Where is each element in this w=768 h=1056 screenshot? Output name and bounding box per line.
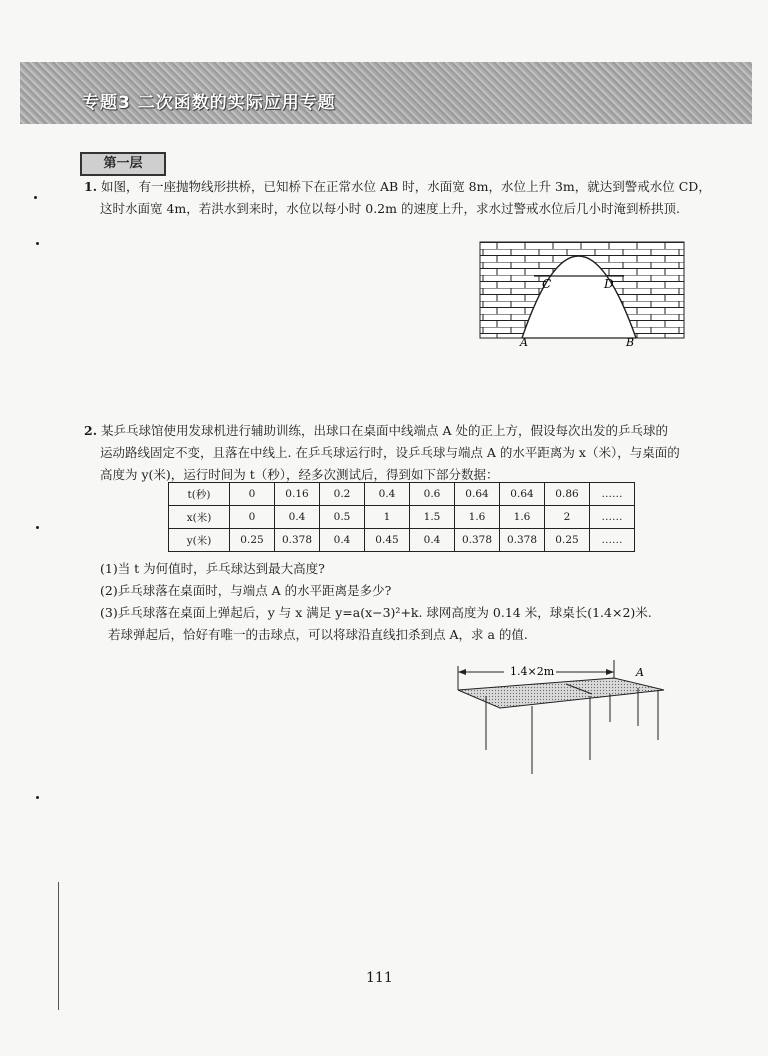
sub-question-1: (1)当 t 为何值时，乒乓球达到最大高度? xyxy=(100,561,325,576)
point-label-c: C xyxy=(542,277,552,291)
table-cell: 1.6 xyxy=(500,506,545,529)
table-cell: 1.6 xyxy=(455,506,500,529)
sub-question-3: (3)乒乓球落在桌面上弹起后，y 与 x 满足 y=a(x−3)²+k. 球网高度为 0.14 米，球桌长(1.4×2)米. xyxy=(100,605,652,620)
table-cell: y(米) xyxy=(169,529,230,552)
table-cell: 0.25 xyxy=(545,529,590,552)
table-cell: 1.5 xyxy=(410,506,455,529)
table-cell: 2 xyxy=(545,506,590,529)
table-cell: 0.25 xyxy=(230,529,275,552)
table-row xyxy=(169,483,635,506)
table-cell: 0.64 xyxy=(455,483,500,506)
table-cell: 0.64 xyxy=(500,483,545,506)
scan-mark xyxy=(36,526,39,529)
question-number: 1. xyxy=(84,179,98,194)
table-cell: …… xyxy=(590,529,635,552)
bridge-figure xyxy=(476,236,688,348)
point-label-b: B xyxy=(626,336,635,348)
table-row xyxy=(169,529,635,552)
table-cell: x(米) xyxy=(169,506,230,529)
page-title: 专题3 二次函数的实际应用专题 xyxy=(82,93,336,113)
question-1-line-2: 这时水面宽 4m，若洪水到来时，水位以每小时 0.2m 的速度上升，求水过警戒水位后几小时淹到桥拱顶. xyxy=(100,201,680,216)
question-1 xyxy=(84,176,711,198)
table-cell: 0.5 xyxy=(320,506,365,529)
question-text: 某乒乓球馆使用发球机进行辅助训练，出球口在桌面中线端点 A 处的正上方，假设每次出发的乒乓球的 xyxy=(101,423,669,438)
table-cell: 0.86 xyxy=(545,483,590,506)
table-cell: 0.45 xyxy=(365,529,410,552)
table-cell: 0.2 xyxy=(320,483,365,506)
table-cell: …… xyxy=(590,483,635,506)
data-table xyxy=(168,482,635,552)
sub-question-2: (2)乒乓球落在桌面时，与端点 A 的水平距离是多少? xyxy=(100,583,392,598)
table-cell: 0.4 xyxy=(275,506,320,529)
table-cell: 0.378 xyxy=(500,529,545,552)
scan-mark xyxy=(36,796,39,799)
section-tag: 第一层 xyxy=(80,152,166,176)
scan-edge-line xyxy=(58,882,59,1010)
table-cell: 0.4 xyxy=(320,529,365,552)
table-cell: 1 xyxy=(365,506,410,529)
table-cell: 0.16 xyxy=(275,483,320,506)
table-cell: …… xyxy=(590,506,635,529)
table-cell: 0 xyxy=(230,506,275,529)
scan-mark xyxy=(36,242,39,245)
table-cell: t(秒) xyxy=(169,483,230,506)
table-cell: 0.378 xyxy=(275,529,320,552)
table-cell: 0.378 xyxy=(455,529,500,552)
question-2-line-3: 高度为 y(米)，运行时间为 t（秒），经多次测试后，得到如下部分数据： xyxy=(100,467,499,482)
point-label-d: D xyxy=(604,277,614,291)
table-cell: 0.4 xyxy=(410,529,455,552)
sub-question-3-line-2: 若球弹起后，恰好有唯一的击球点，可以将球沿直线扣杀到点 A，求 a 的值. xyxy=(108,627,528,642)
ping-pong-table-figure xyxy=(440,650,690,780)
scan-mark xyxy=(34,196,37,199)
table-row xyxy=(169,506,635,529)
table-cell: 0 xyxy=(230,483,275,506)
point-label-a: A xyxy=(636,666,644,679)
dimension-label: 1.4×2m xyxy=(510,665,555,678)
question-text: 如图，有一座抛物线形拱桥，已知桥下在正常水位 AB 时，水面宽 8m，水位上升 3m，就达到警戒水位 CD， xyxy=(101,179,711,194)
question-2 xyxy=(84,420,668,442)
page-number: 111 xyxy=(366,970,393,986)
table-cell: 0.6 xyxy=(410,483,455,506)
point-label-a: A xyxy=(520,336,528,348)
question-number: 2. xyxy=(84,423,98,438)
question-2-line-2: 运动路线固定不变，且落在中线上. 在乒乓球运行时，设乒乓球与端点 A 的水平距离为 x（米），与桌面的 xyxy=(100,445,680,460)
table-cell: 0.4 xyxy=(365,483,410,506)
